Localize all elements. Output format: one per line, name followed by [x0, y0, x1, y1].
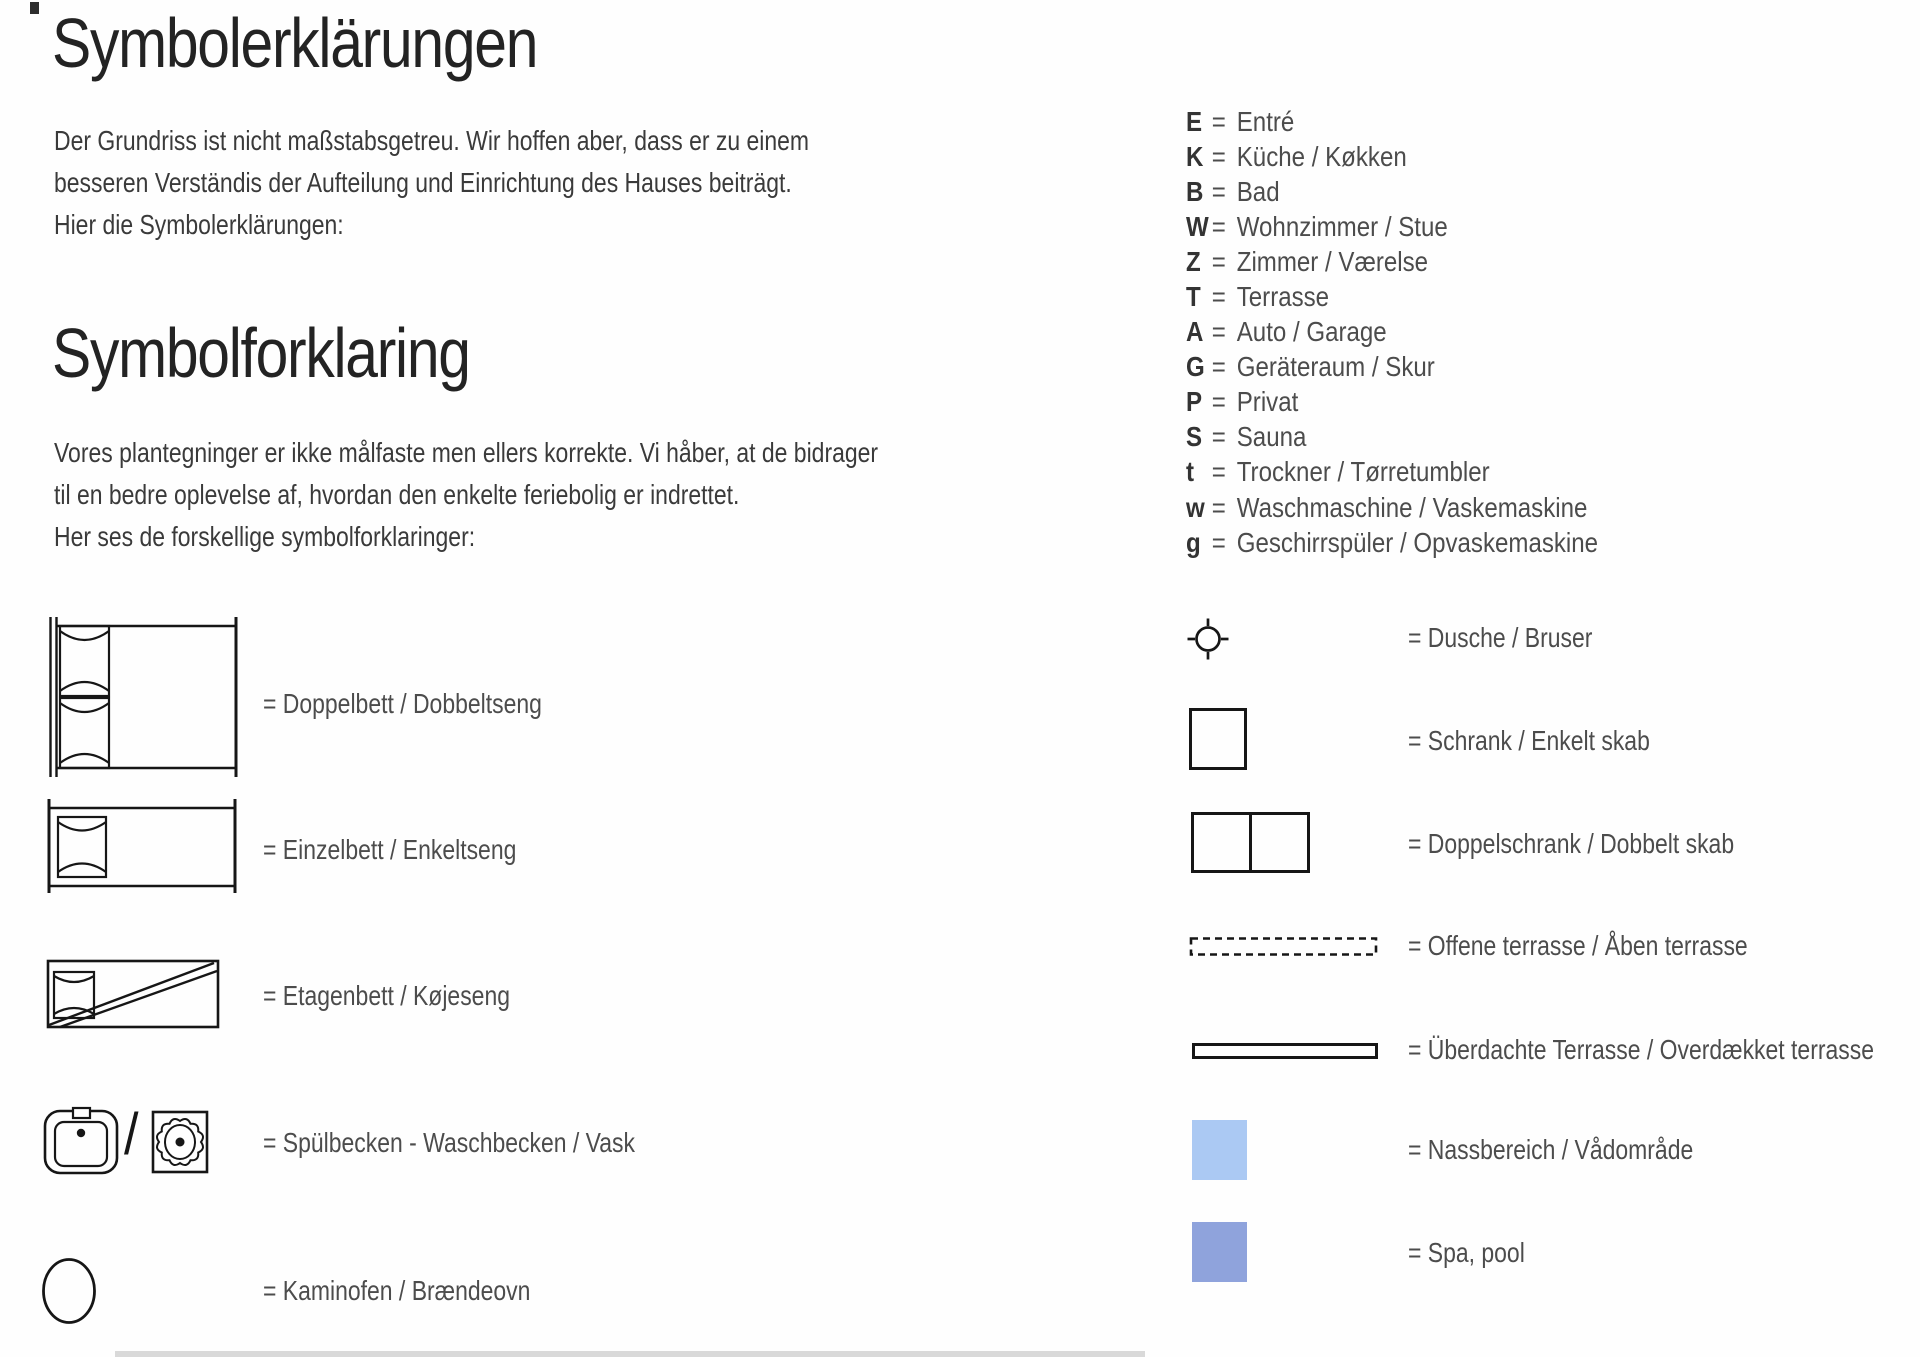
single-bed-icon	[45, 799, 239, 893]
spa-pool-swatch	[1192, 1222, 1247, 1282]
bunk-bed-icon	[46, 959, 220, 1029]
letter-label: Terrasse	[1236, 281, 1330, 313]
letter-label: Trockner / Tørretumbler	[1236, 456, 1490, 488]
german-intro	[54, 120, 809, 246]
letter-row-kueche	[1186, 139, 1598, 174]
open-terrace-label: = Offene terrasse / Åben terrasse	[1408, 930, 1748, 961]
letter-label: Geräteraum / Skur	[1236, 351, 1435, 383]
equals-sign: =	[1211, 140, 1226, 172]
danish-intro	[54, 432, 878, 558]
letter-row-entre	[1186, 104, 1598, 139]
wood-stove-icon	[40, 1256, 98, 1326]
letter-row-geraeteraum	[1186, 350, 1598, 385]
letter-row-auto	[1186, 315, 1598, 350]
danish-intro-line-3: Her ses de forskellige symbolforklaringer:	[54, 521, 476, 552]
wood-stove-label: = Kaminofen / Brændeovn	[263, 1275, 531, 1306]
german-intro-line-1: Der Grundriss ist nicht maßstabsgetreu. Wir hoffen aber, dass er zu einem	[54, 125, 810, 156]
covered-terrace-label: = Überdachte Terrasse / Overdækket terrasse	[1408, 1034, 1875, 1065]
double-bed-icon	[47, 617, 239, 777]
letter-key: w	[1186, 491, 1205, 523]
letter-key: T	[1186, 281, 1201, 313]
letter-row-terrasse	[1186, 279, 1598, 314]
letter-key: S	[1186, 421, 1203, 453]
page-edge-artifact	[115, 1351, 1145, 1357]
letter-label: Entré	[1236, 105, 1295, 137]
letter-label: Küche / Køkken	[1236, 140, 1407, 172]
equals-sign: =	[1211, 456, 1226, 488]
letter-key: t	[1186, 456, 1195, 488]
letter-label: Privat	[1236, 386, 1299, 418]
equals-sign: =	[1211, 245, 1226, 277]
sink-basin-icon	[43, 1106, 119, 1176]
danish-intro-line-2: til en bedre oplevelse af, hvordan den enkelte feriebolig er indrettet.	[54, 479, 740, 510]
equals-sign: =	[1211, 316, 1226, 348]
letter-label: Sauna	[1236, 421, 1307, 453]
letter-row-geschirrspueler	[1186, 525, 1598, 560]
equals-sign: =	[1211, 281, 1226, 313]
german-title: Symbolerklärungen	[52, 4, 538, 82]
double-wardrobe-icon	[1191, 812, 1310, 873]
single-wardrobe-label: = Schrank / Enkelt skab	[1408, 725, 1650, 756]
letter-key: B	[1186, 175, 1204, 207]
shower-label: = Dusche / Bruser	[1408, 622, 1593, 653]
letter-label: Waschmaschine / Vaskemaskine	[1236, 491, 1588, 523]
equals-sign: =	[1211, 491, 1226, 523]
double-bed-label: = Doppelbett / Dobbeltseng	[263, 688, 542, 719]
letter-key: P	[1186, 386, 1203, 418]
sink-separator-slash: /	[124, 1102, 139, 1167]
equals-sign: =	[1211, 351, 1226, 383]
letter-key: A	[1186, 316, 1204, 348]
spa-pool-label: = Spa, pool	[1408, 1237, 1525, 1268]
letter-row-privat	[1186, 385, 1598, 420]
double-wardrobe-label: = Doppelschrank / Dobbelt skab	[1408, 828, 1735, 859]
german-intro-line-3: Hier die Symbolerklärungen:	[54, 209, 344, 240]
single-wardrobe-icon	[1189, 708, 1247, 770]
wet-area-swatch	[1192, 1120, 1247, 1180]
letter-label: Bad	[1236, 175, 1280, 207]
equals-sign: =	[1211, 175, 1226, 207]
letter-key: W	[1186, 210, 1209, 242]
letter-key: K	[1186, 140, 1204, 172]
letter-row-sauna	[1186, 420, 1598, 455]
letter-label: Geschirrspüler / Opvaskemaskine	[1236, 526, 1599, 558]
open-terrace-icon	[1189, 936, 1379, 957]
covered-terrace-icon	[1192, 1043, 1378, 1059]
letter-key: Z	[1186, 245, 1201, 277]
equals-sign: =	[1211, 210, 1226, 242]
letter-row-bad	[1186, 174, 1598, 209]
letter-row-trockner	[1186, 455, 1598, 490]
corner-mark	[30, 2, 39, 14]
danish-intro-line-1: Vores plantegninger er ikke målfaste men ellers korrekte. Vi håber, at de bidrager	[54, 437, 879, 468]
equals-sign: =	[1211, 421, 1226, 453]
german-intro-line-2: besseren Verständis der Aufteilung und Einrichtung des Hauses beiträgt.	[54, 167, 792, 198]
letter-key: G	[1186, 351, 1205, 383]
bunk-bed-label: = Etagenbett / Køjeseng	[263, 980, 510, 1011]
danish-title: Symbolforklaring	[52, 314, 470, 392]
letter-legend	[1186, 104, 1598, 560]
letter-label: Zimmer / Værelse	[1236, 245, 1429, 277]
round-sink-icon	[150, 1109, 210, 1175]
wet-area-label: = Nassbereich / Vådområde	[1408, 1134, 1694, 1165]
wardrobe-divider	[1249, 815, 1252, 870]
shower-icon	[1184, 615, 1232, 663]
letter-key: E	[1186, 105, 1203, 137]
equals-sign: =	[1211, 105, 1226, 137]
equals-sign: =	[1211, 526, 1226, 558]
single-bed-label: = Einzelbett / Enkeltseng	[263, 834, 517, 865]
equals-sign: =	[1211, 386, 1226, 418]
letter-label: Auto / Garage	[1236, 316, 1387, 348]
letter-row-wohnzimmer	[1186, 209, 1598, 244]
letter-row-zimmer	[1186, 244, 1598, 279]
letter-label: Wohnzimmer / Stue	[1236, 210, 1448, 242]
sink-label: = Spülbecken - Waschbecken / Vask	[263, 1127, 636, 1158]
letter-row-waschmaschine	[1186, 490, 1598, 525]
letter-key: g	[1186, 526, 1201, 558]
